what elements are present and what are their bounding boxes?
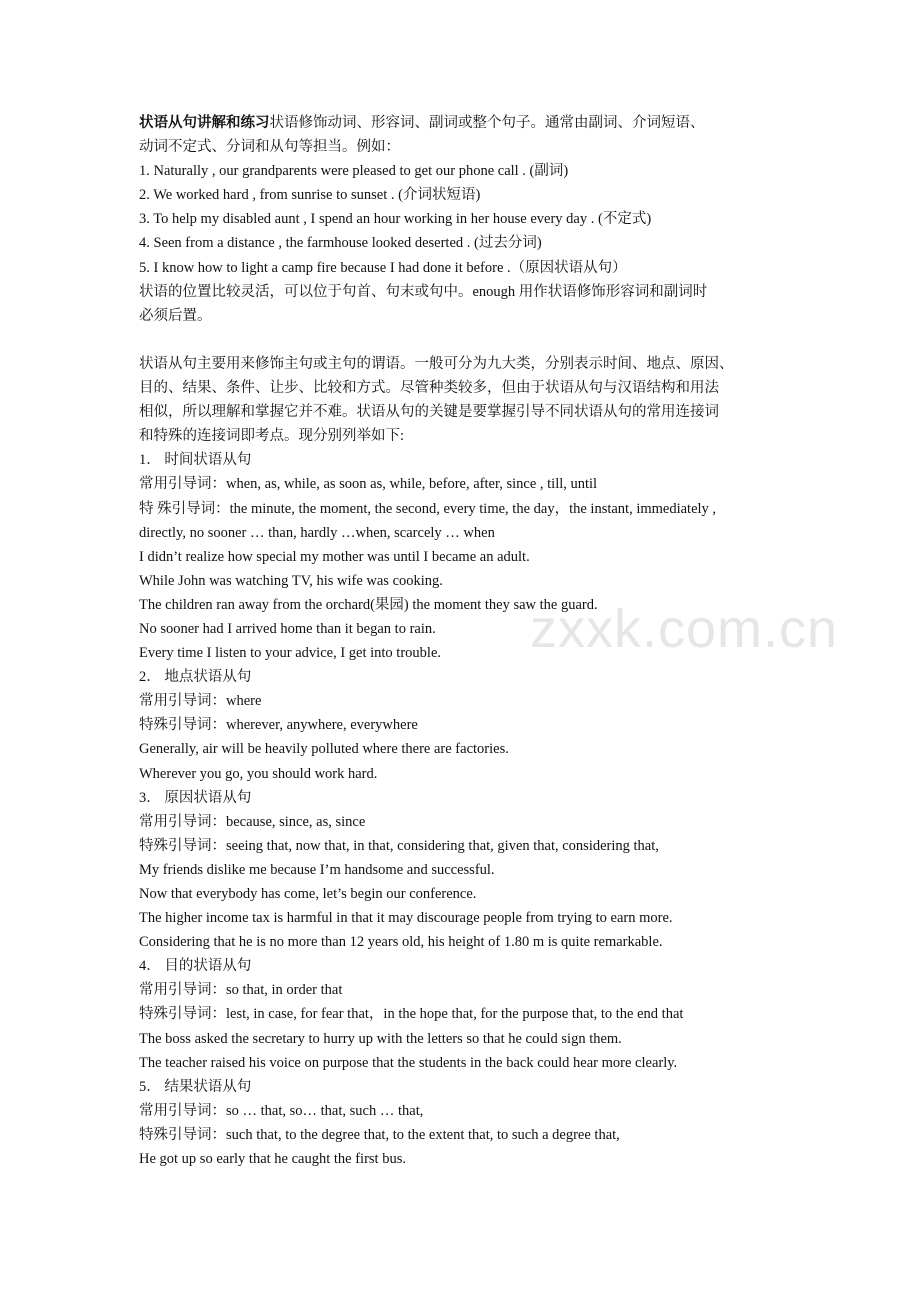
example-sentence: The boss asked the secretary to hurry up with the letters so that he could sign them. [139,1030,622,1047]
example-line: 5. I know how to light a camp fire because I had done it before .（原因状语从句） [139,259,627,276]
position-note-line: 必须后置。 [139,307,212,324]
special-connectives: 特 殊引导词：the minute, the moment, the second, every time, the day，the instant, immediately , [139,500,717,517]
example-sentence: Wherever you go, you should work hard. [139,765,378,782]
overview-line: 状语从句主要用来修饰主句或主句的谓语。一般可分为九大类，分别表示时间、地点、原因、 [139,355,734,372]
document-body [139,111,789,1171]
section-heading-time: 1． 时间状语从句 [139,452,252,469]
common-connectives: 常用引导词：when, as, while, as soon as, while, before, after, since , till, until [139,476,598,493]
special-connectives: 特殊引导词：such that, to the degree that, to the extent that, to such a degree that, [139,1126,620,1143]
overview-line: 相似，所以理解和掌握它并不难。状语从句的关键是要掌握引导不同状语从句的常用连接词 [139,404,719,421]
example-line: 4. Seen from a distance , the farmhouse looked deserted . (过去分词) [139,235,542,252]
intro-line-1 [139,111,789,135]
document-title: 状语从句讲解和练习 [139,115,270,131]
example-line: 1. Naturally , our grandparents were pleased to get our phone call . (副词) [139,163,569,180]
section-heading-purpose: 4． 目的状语从句 [139,958,252,975]
example-sentence: Now that everybody has come, let’s begin our conference. [139,886,477,902]
watermark: zxxk.com.cn [530,599,839,659]
example-line: 3. To help my disabled aunt , I spend an hour working in her house every day . (不定式) [139,211,652,228]
common-connectives: 常用引导词：so … that, so… that, such … that, [139,1102,424,1119]
common-connectives: 常用引导词：because, since, as, since [139,813,366,830]
example-sentence: The children ran away from the orchard(果园) the moment they saw the guard. [139,596,598,613]
special-connectives-cont: directly, no sooner … than, hardly …when, scarcely … when [139,524,495,541]
example-sentence: The higher income tax is harmful in that it may discourage people from trying to earn more. [139,910,673,927]
example-sentence: My friends dislike me because I’m handsome and successful. [139,861,495,878]
example-sentence: While John was watching TV, his wife was cooking. [139,572,443,589]
example-line: 2. We worked hard , from sunrise to sunset . (介词状短语) [139,187,481,204]
example-sentence: Considering that he is no more than 12 years old, his height of 1.80 m is quite remarkable. [139,934,663,951]
intro-text: 状语修饰动词、形容词、副词或整个句子。通常由副词、介词短语、 [269,115,705,131]
overview-line: 目的、结果、条件、让步、比较和方式。尽管种类较多，但由于状语从句与汉语结构和用法 [139,380,719,397]
section-heading-result: 5． 结果状语从句 [139,1078,252,1095]
section-heading-place: 2． 地点状语从句 [139,669,252,686]
position-note-line: 状语的位置比较灵活，可以位于句首、句末或句中。enough 用作状语修饰形容词和副词时 [139,283,708,300]
overview-line: 和特殊的连接词即考点。现分别列举如下: [139,428,405,445]
section-heading-reason: 3． 原因状语从句 [139,789,252,806]
special-connectives: 特殊引导词：lest, in case, for fear that，in the hope that, for the purpose that, to the end that [139,1006,684,1023]
intro-line-2: 动词不定式、分词和从句等担当。例如： [139,139,400,156]
special-connectives: 特殊引导词：seeing that, now that, in that, considering that, given that, considering that, [139,837,659,854]
example-sentence: No sooner had I arrived home than it began to rain. [139,620,436,637]
paragraph-gap [139,328,789,352]
example-sentence: Every time I listen to your advice, I get into trouble. [139,645,442,662]
common-connectives: 常用引导词：so that, in order that [139,982,343,999]
special-connectives: 特殊引导词：wherever, anywhere, everywhere [139,717,418,734]
example-sentence: The teacher raised his voice on purpose that the students in the back could hear more clearly. [139,1054,678,1071]
example-sentence: Generally, air will be heavily polluted where there are factories. [139,741,509,758]
example-sentence: He got up so early that he caught the first bus. [139,1151,406,1168]
example-sentence: I didn’t realize how special my mother was until I became an adult. [139,548,530,565]
common-connectives: 常用引导词：where [139,693,262,710]
